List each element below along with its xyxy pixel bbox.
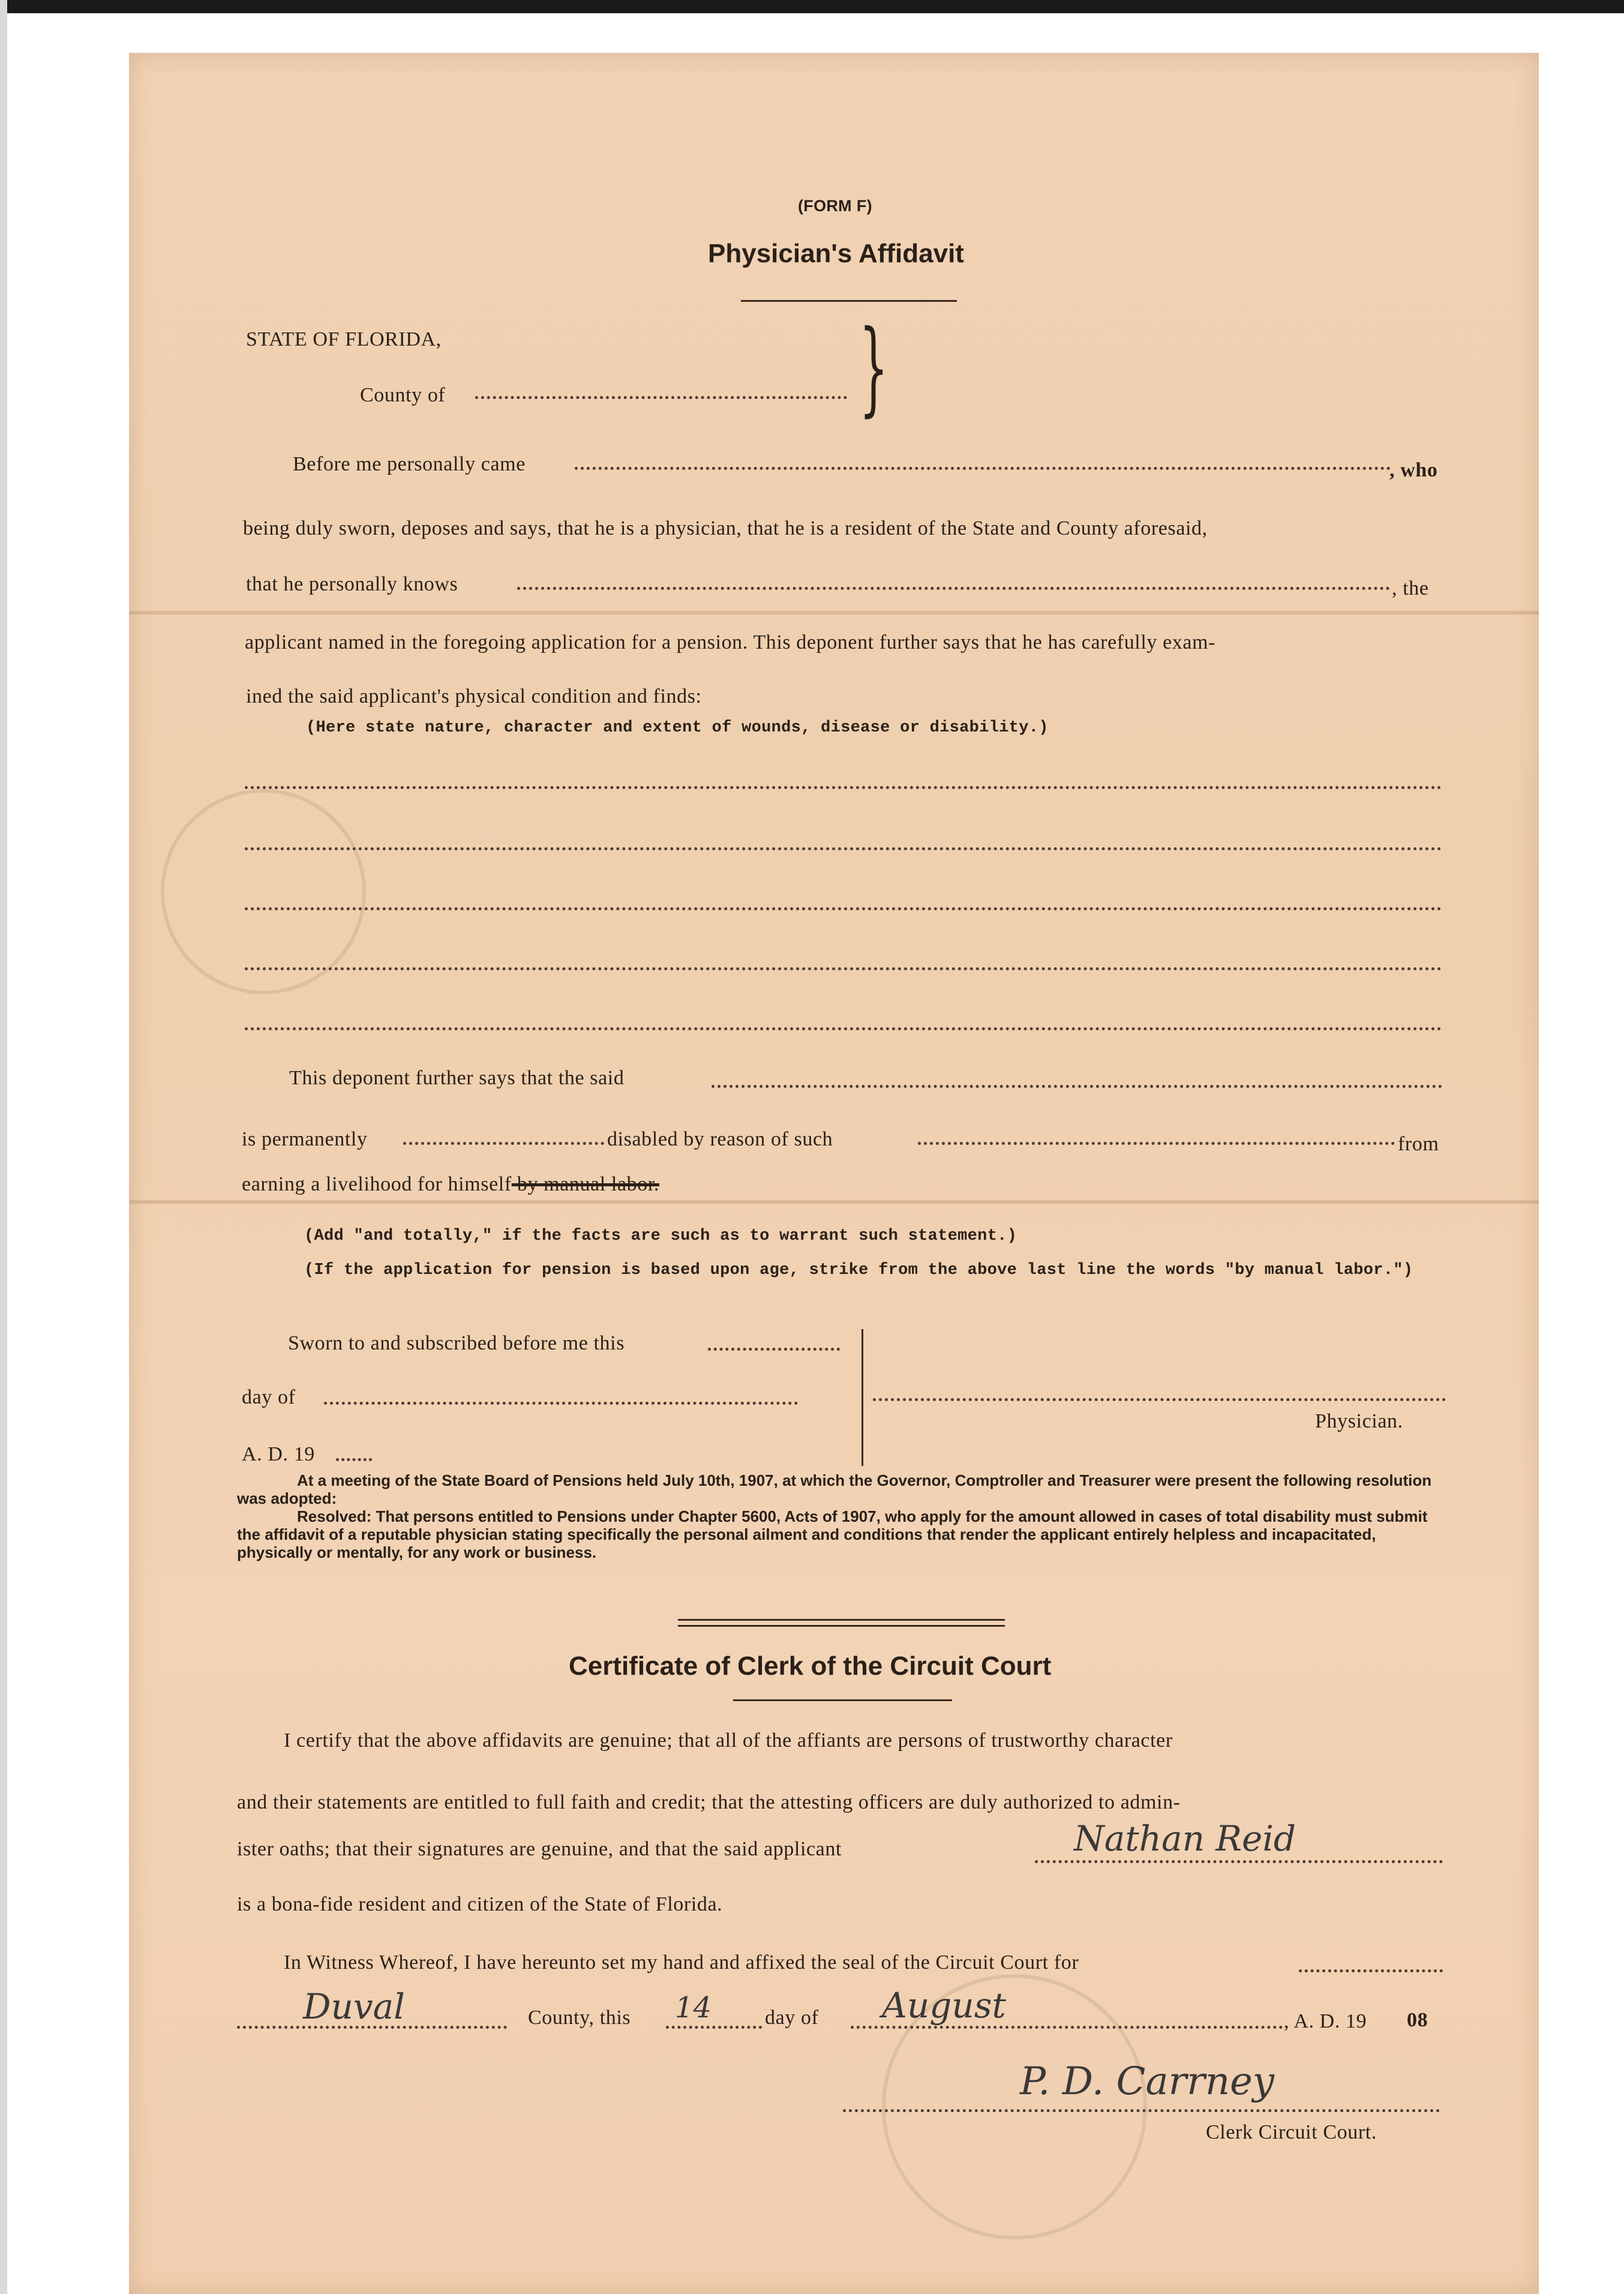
cert-line-2: and their statements are entitled to full faith and credit; that the attesting officers are duly authorized to admin- <box>237 1791 1181 1813</box>
certificate-title-rule <box>733 1699 952 1701</box>
ad-dots <box>336 1458 372 1461</box>
cert-line-1: I certify that the above affidavits are genuine; that all of the affiants are persons of trustworthy character <box>284 1729 1173 1752</box>
resolution-block <box>237 1471 1437 1561</box>
findings-line-2 <box>245 847 1442 850</box>
livelihood-struck-text: by manual labor. <box>511 1173 660 1195</box>
applicant-name-handwritten: Nathan Reid <box>1074 1818 1296 1859</box>
title-rule <box>741 300 957 302</box>
sworn-line: Sworn to and subscribed before me this <box>288 1332 625 1354</box>
applicant-dots <box>1035 1860 1443 1863</box>
double-rule-top <box>678 1619 1005 1621</box>
cert-county-label: County, this <box>528 2007 631 2029</box>
findings-line-4 <box>245 967 1442 970</box>
clerk-signature-line <box>843 2109 1440 2112</box>
county-label: County of <box>360 384 446 406</box>
line-applicant-named: applicant named in the foregoing application for a pension. This deponent further says that he has carefully exam- <box>245 631 1216 653</box>
double-rule-bottom <box>678 1625 1005 1627</box>
instruction-note: (Here state nature, character and extent of wounds, disease or disability.) <box>306 719 1049 737</box>
cert-line-5: In Witness Whereof, I have hereunto set my hand and affixed the seal of the Circuit Court for <box>284 1951 1079 1974</box>
paper-fold-upper <box>129 611 1539 614</box>
livelihood-line <box>242 1173 659 1196</box>
certificate-title: Certificate of Clerk of the Circuit Court <box>569 1651 1052 1681</box>
findings-line-5 <box>245 1027 1442 1030</box>
resolution-para-2: Resolved: That persons entitled to Pensions under Chapter 5600, Acts of 1907, who apply for the amount allowed in cases of total disability must submit the affidavit of a reputable physician stating specifically the personal ailment and conditions that render the applicant entirely helpless and incapacitated, physically or mentally, for any work or business. <box>237 1507 1428 1561</box>
scan-top-border <box>0 0 1624 13</box>
cert-day-label: day of <box>765 2007 819 2029</box>
clerk-signature-handwritten: P. D. Carrney <box>1020 2059 1275 2104</box>
county-dots <box>475 396 847 399</box>
line-before-me: Before me personally came <box>293 453 526 475</box>
paper-fold-lower <box>129 1200 1539 1204</box>
embossed-seal-left <box>161 789 366 994</box>
cert-year-label: , A. D. 19 <box>1284 2010 1367 2032</box>
physician-signature-line <box>873 1398 1446 1401</box>
perm-end: from <box>1398 1133 1439 1155</box>
line-further-says-dots <box>712 1085 1442 1088</box>
physician-label: Physician. <box>1315 1410 1403 1432</box>
month-dots <box>851 2026 1283 2029</box>
ad-label: A. D. 19 <box>242 1443 315 1465</box>
resolution-para-1: At a meeting of the State Board of Pensions held July 10th, 1907, at which the Governor, Comptroller and Treasurer were present the following resolution was adopted: <box>237 1471 1432 1507</box>
clerk-label: Clerk Circuit Court. <box>1206 2121 1377 2143</box>
line-further-says: This deponent further says that the said <box>289 1067 625 1089</box>
day-of-dots <box>324 1402 798 1405</box>
note-age: (If the application for pension is based upon age, strike from the above last line the words "by manual labor.") <box>304 1261 1413 1279</box>
sworn-dots <box>708 1348 840 1351</box>
state-label: STATE OF FLORIDA, <box>246 328 442 350</box>
form-label: (FORM F) <box>798 197 872 215</box>
month-handwritten: August <box>882 1985 1006 2026</box>
perm-mid: disabled by reason of such <box>607 1128 833 1150</box>
scan-left-border <box>0 0 7 2294</box>
line-before-me-dots <box>575 467 1391 470</box>
day-dots <box>666 2026 762 2029</box>
cert-year-digits: 08 <box>1407 2009 1428 2031</box>
state-brace: } <box>859 308 888 427</box>
perm-dots-1 <box>403 1142 604 1145</box>
line-examined: ined the said applicant's physical condition and finds: <box>246 685 702 707</box>
line-before-me-end: , who <box>1389 459 1438 481</box>
affidavit-title: Physician's Affidavit <box>708 239 964 268</box>
county-name-handwritten: Duval <box>303 1986 405 2027</box>
cert-line-3: ister oaths; that their signatures are genuine, and that the said applicant <box>237 1838 842 1860</box>
findings-line-3 <box>245 907 1442 910</box>
line-personally-knows: that he personally knows <box>246 573 458 595</box>
line-personally-knows-dots <box>517 587 1390 590</box>
note-totally: (Add "and totally," if the facts are such as to warrant such statement.) <box>304 1227 1017 1245</box>
cert-line-4: is a bona-fide resident and citizen of the State of Florida. <box>237 1893 723 1915</box>
witness-dots <box>1299 1969 1443 1972</box>
perm-dots-2 <box>918 1142 1395 1145</box>
findings-line-1 <box>245 786 1442 789</box>
livelihood-text: earning a livelihood for himself <box>242 1173 512 1195</box>
perm-start: is permanently <box>242 1128 368 1150</box>
day-of-label: day of <box>242 1386 296 1408</box>
line-personally-knows-end: , the <box>1392 577 1429 599</box>
day-handwritten: 14 <box>675 1991 712 2025</box>
sworn-divider <box>861 1329 863 1466</box>
line-sworn-physician: being duly sworn, deposes and says, that he is a physician, that he is a resident of the State and County aforesaid, <box>243 517 1208 539</box>
